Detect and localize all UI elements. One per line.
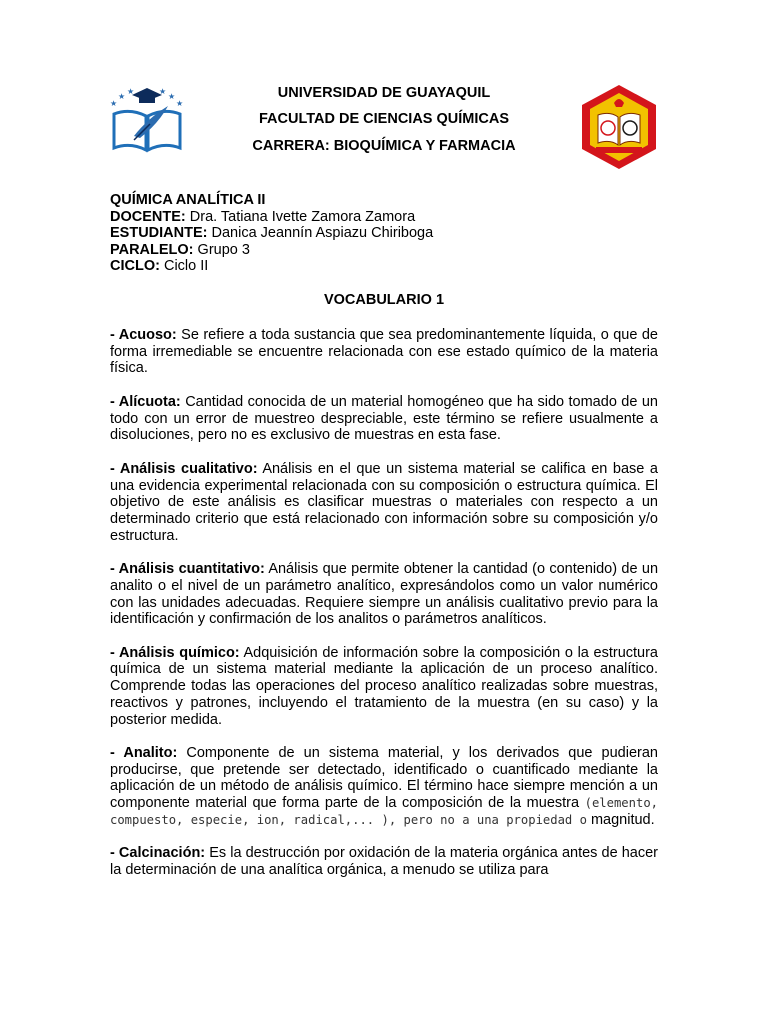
vocabulary-title: VOCABULARIO 1	[323, 292, 445, 308]
vocab-entry	[110, 394, 658, 444]
university-logo	[104, 84, 190, 160]
vocab-definition: Componente de un sistema material, y los derivados que pudieran producirse, que pretende ser detectado, identificado o cuantificado mediante la aplicación de un método de análisis químico. El término hace siempre mención a un componente material que forma parte de la composición de la muestra	[110, 745, 658, 812]
vocabulary-list	[110, 327, 658, 896]
teacher-label: DOCENTE:	[110, 208, 186, 225]
vocab-term: - Análisis químico:	[110, 644, 240, 661]
vocab-entry	[110, 461, 658, 545]
vocab-term: - Análisis cuantitativo:	[110, 561, 265, 578]
vocab-definition: Es la destrucción por oxidación de la materia orgánica antes de hacer la determinación de una analítica orgánica, a menudo se utiliza para	[110, 845, 658, 879]
vocab-definition-tail: magnitud.	[586, 811, 655, 828]
student-label: ESTUDIANTE:	[110, 225, 208, 241]
vocab-entry	[110, 561, 658, 628]
cycle-value: Ciclo II	[159, 258, 209, 274]
svg-text:★: ★	[127, 87, 135, 96]
vocab-term: - Alícuota:	[110, 393, 181, 410]
vocab-definition: Se refiere a toda sustancia que sea predominantemente líquida, o que de forma irremediable se encuentre relacionada con ese estado químico de la materia física.	[110, 327, 658, 377]
subject-title: QUÍMICA ANALÍTICA II	[110, 192, 266, 208]
vocab-definition: Análisis en el que un sistema material se califica en base a una evidencia experimental relacionada con su composición o estructura química. El objetivo de este análisis es clasificar muestras o materiales con respecto a un determinado criterio que está relacionado con información sobre su composición y/o estructura.	[110, 460, 658, 544]
vocab-definition: Análisis que permite obtener la cantidad (o contenido) de un analito o el nivel de un parámetro analítico, expresándolos como un valor numérico con las unidades adecuadas. Requiere siempre un análisis cualitativo previo para la identificación y confirmación de los analitos o parámetros analíticos.	[110, 561, 659, 628]
teacher-name: Dra. Tatiana Ivette Zamora Zamora	[185, 208, 416, 225]
vocab-entry	[110, 327, 658, 377]
svg-text:★: ★	[118, 92, 126, 101]
svg-text:★: ★	[110, 99, 118, 108]
vocab-term: - Acuoso:	[110, 327, 177, 343]
student-name: Danica Jeannín Aspiazu Chiriboga	[207, 225, 434, 241]
vocab-entry	[110, 845, 658, 878]
svg-text:★: ★	[159, 87, 167, 96]
faculty-name: FACULTAD DE CIENCIAS QUÍMICAS	[259, 111, 509, 127]
vocab-term: - Análisis cualitativo:	[110, 460, 258, 477]
faculty-logo	[580, 83, 658, 171]
svg-text:★: ★	[176, 99, 184, 108]
group-value: Grupo 3	[193, 241, 250, 258]
vocab-definition: Adquisición de información sobre la composición o la estructura química de un sistema material mediante la aplicación de un proceso analítico. Comprende todas las operaciones del proceso analítico realizadas sobre muestras, reactivos y patrones, incluyendo el tratamiento de la muestra (en su caso) y la posterior medida.	[110, 644, 658, 728]
cycle-label: CICLO:	[110, 258, 160, 274]
student-info	[110, 192, 433, 275]
vocab-term: - Calcinación:	[110, 845, 206, 862]
vocab-definition: Cantidad conocida de un material homogéneo que ha sido tomado de un todo con un error de muestreo despreciable, este término se refiere usualmente a disoluciones, pero no es exclusivo de muestras en esta fase.	[110, 393, 659, 444]
vocab-entry	[110, 645, 658, 729]
group-label: PARALELO:	[110, 241, 194, 258]
university-name: UNIVERSIDAD DE GUAYAQUIL	[277, 85, 491, 101]
vocab-definition-note: (elemento, compuesto, especie, ion, radical,... ), pero no a una propiedad o	[110, 796, 658, 827]
svg-text:★: ★	[168, 92, 176, 101]
vocab-term: - Analito:	[110, 745, 178, 762]
vocab-entry	[110, 745, 658, 829]
career-name: CARRERA: BIOQUÍMICA Y FARMACIA	[252, 138, 516, 154]
